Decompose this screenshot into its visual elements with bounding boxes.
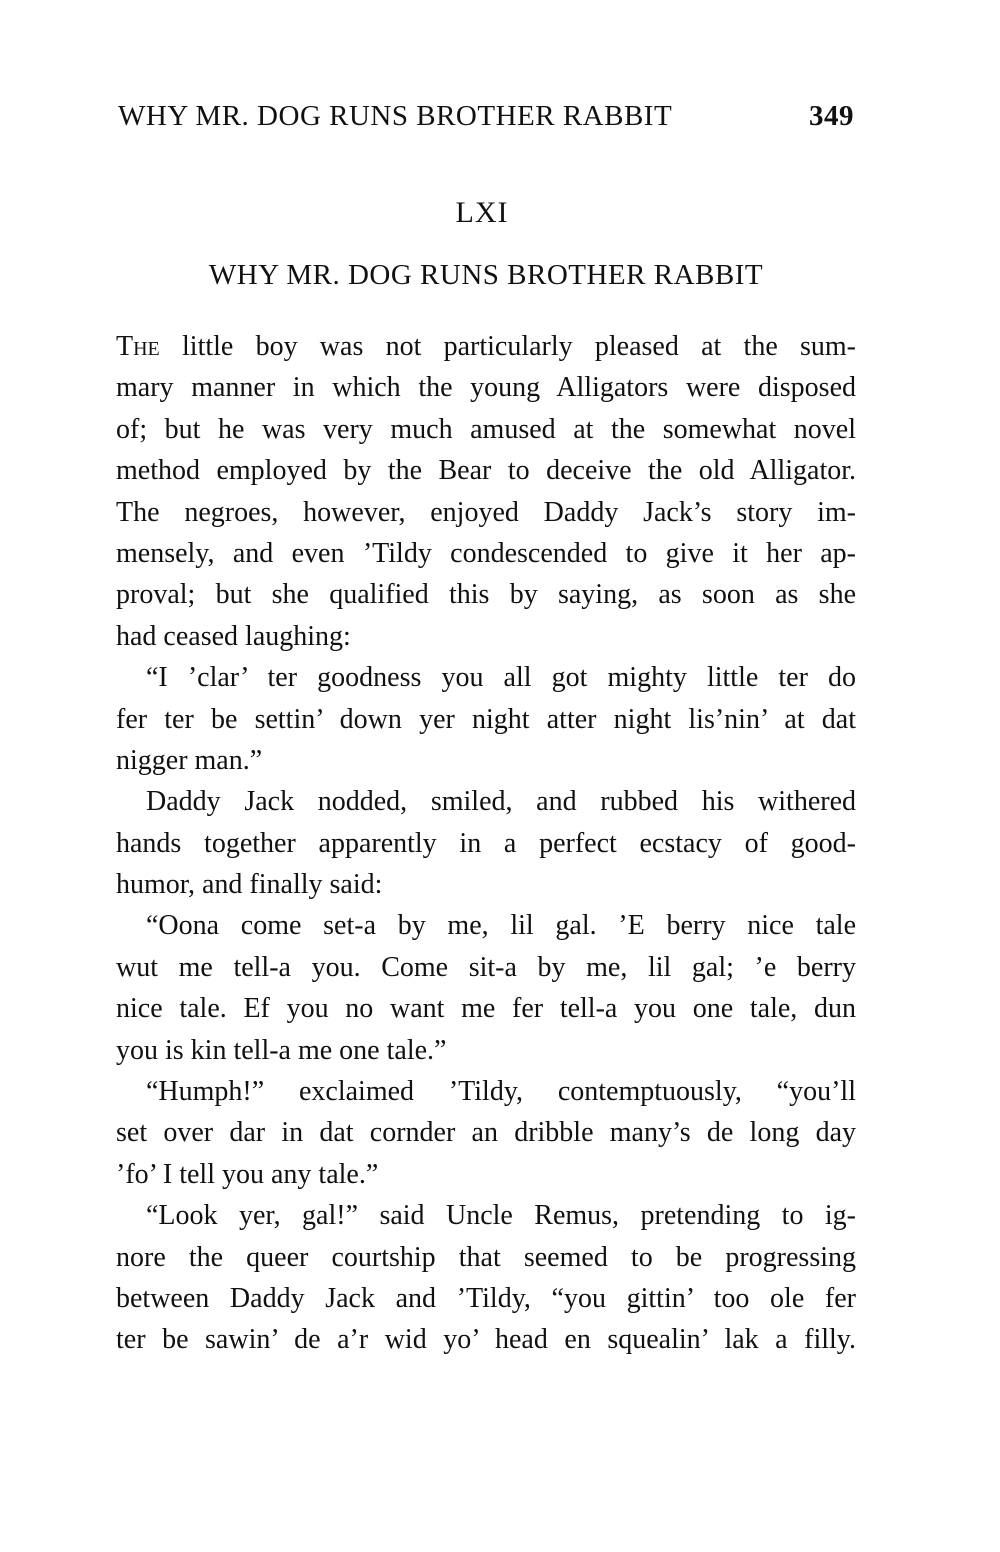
text-line: mensely, and even ’Tildy condescended to give it her ap- (116, 537, 856, 569)
text-line: proval; but she qualified this by saying, as soon as she (116, 579, 856, 611)
running-head (118, 100, 854, 140)
text-line: “Look yer, gal!” said Uncle Remus, pretending to ig- (146, 1200, 856, 1232)
text-line: ter be sawin’ de a’r wid yo’ head en squealin’ lak a filly. (116, 1324, 856, 1356)
text-line: humor, and finally said: (116, 869, 383, 901)
first-word: The (116, 331, 160, 362)
text-line: set over dar in dat cornder an dribble many’s de long day (116, 1117, 856, 1149)
text-line: between Daddy Jack and ’Tildy, “you gittin’ too ole fer (116, 1282, 856, 1314)
text-line: nice tale. Ef you no want me fer tell-a you one tale, dun (116, 993, 856, 1025)
text-line: “Humph!” exclaimed ’Tildy, contemptuously, “you’ll (146, 1076, 856, 1108)
text-line: Daddy Jack nodded, smiled, and rubbed his withered (146, 786, 856, 818)
text-line: hands together apparently in a perfect ecstacy of good- (116, 827, 856, 859)
chapter-number (0, 196, 1000, 230)
chapter-title: WHY MR. DOG RUNS BROTHER RABBIT (208, 259, 764, 291)
text-line: The negroes, however, enjoyed Daddy Jack’s story im- (116, 496, 856, 528)
text-line: wut me tell-a you. Come sit-a by me, lil gal; ’e berry (116, 951, 856, 983)
text-line: nore the queer courtship that seemed to be progressing (116, 1241, 856, 1273)
text-line: method employed by the Bear to deceive the old Alligator. (116, 455, 856, 487)
page-number: 349 (809, 100, 854, 132)
text-line: you is kin tell-a me one tale.” (116, 1034, 447, 1066)
text-line: had ceased laughing: (116, 620, 351, 652)
line-text: little boy was not particularly pleased at the sum- (159, 331, 856, 362)
text-line: “Oona come set-a by me, lil gal. ’E berry nice tale (146, 910, 856, 942)
text-line: mary manner in which the young Alligators were disposed (116, 372, 856, 404)
chapter-number-text: LXI (455, 196, 509, 229)
text-line: of; but he was very much amused at the somewhat novel (116, 413, 856, 445)
running-head-title: WHY MR. DOG RUNS BROTHER RABBIT (118, 100, 673, 132)
body-text (116, 326, 856, 1361)
text-line: ’fo’ I tell you any tale.” (116, 1158, 379, 1190)
text-line (116, 326, 856, 367)
text-line: fer ter be settin’ down yer night atter night lis’nin’ at dat (116, 703, 856, 735)
text-line: nigger man.” (116, 744, 263, 776)
text-line: “I ’clar’ ter goodness you all got mighty little ter do (146, 662, 856, 694)
